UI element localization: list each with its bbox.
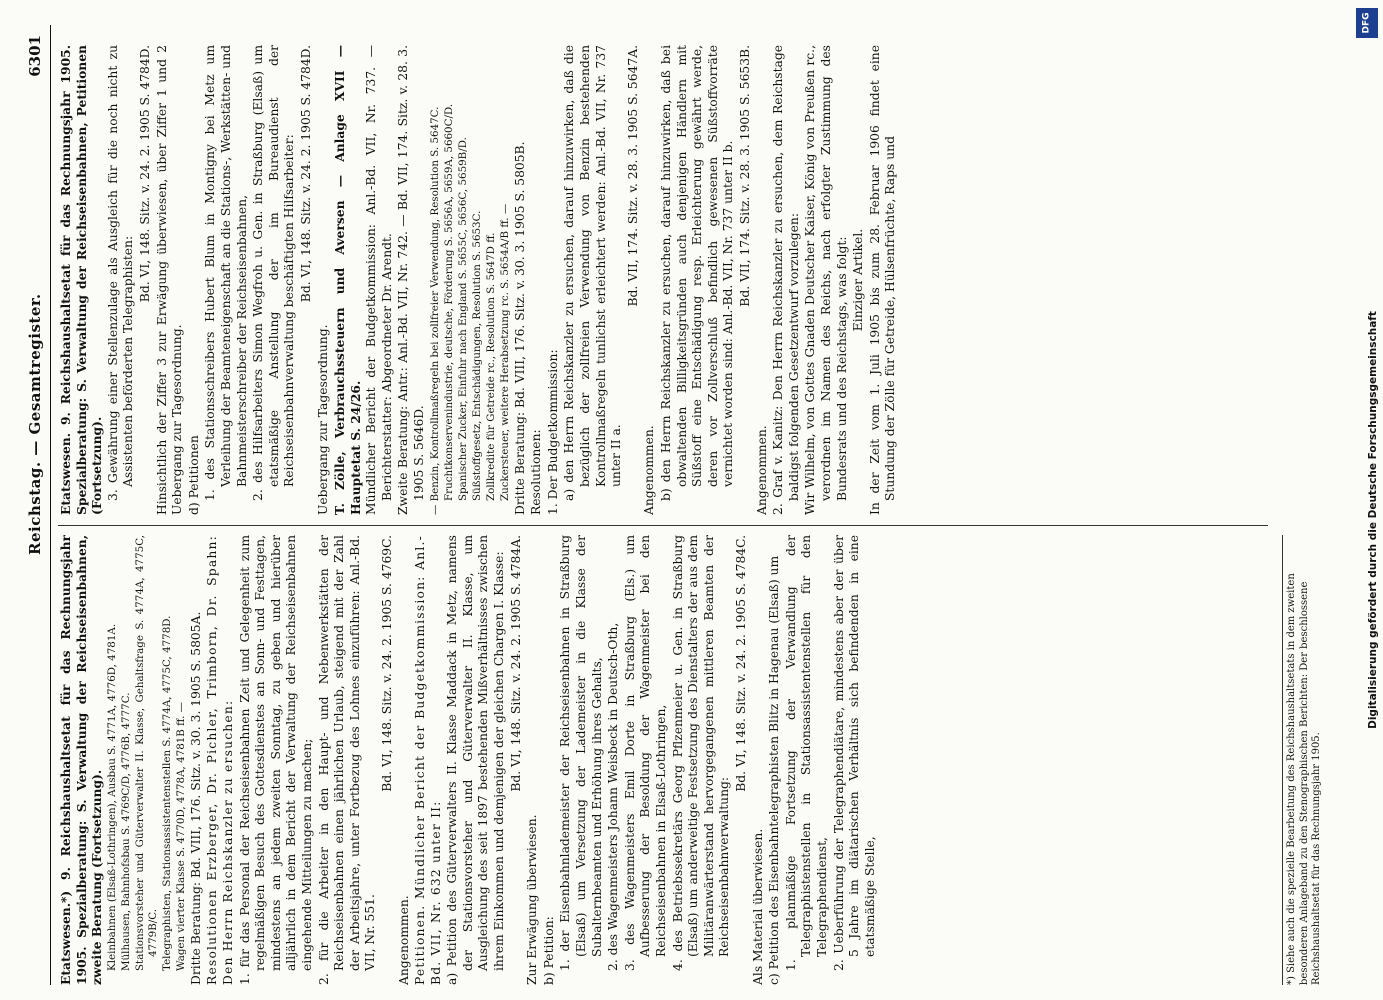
header-rule bbox=[50, 25, 51, 985]
resolutions-heading: Resolutionen: bbox=[529, 429, 544, 515]
petition-item: a) Petition des Güterverwalters II. Klasse Maddack in Metz, namens der Stationsvorsteher und Güterverwalter II. Klasse, um Ausgleichung des seit 1897 bestehenden Mißverhältnisses zwischen ihrem Einkommen und demjenigen der gleichen Chargen I. Klasse: bbox=[445, 535, 507, 985]
right-column bbox=[58, 45, 1278, 515]
subentry: Fruchtkonservenindustrie, deutsche, Förderung S. 5656A, 5659A, 5660C/D. bbox=[442, 103, 455, 501]
draft-law-text: In der Zeit vom 1. Juli 1905 bis zum 28. Februar 1906 findet eine Stundung der Zölle für Getreide, Hülsenfrüchte, Raps und bbox=[867, 45, 898, 515]
outcome: Angenommen. bbox=[396, 895, 411, 985]
resolution-subitem: a) den Herrn Reichskanzler zu ersuchen, darauf hinzuwirken, daß die bezüglich der zollfreien Verwendung von Benzin bestehenden Kontrollmaßregeln tunlichst erleichtert werden: Anl.-Bd. VII, Nr. 737 unter II a. bbox=[562, 45, 624, 501]
dfg-logo: DFG bbox=[1356, 8, 1378, 38]
running-title: Reichstag. — Gesamtregister. bbox=[26, 293, 44, 555]
running-head bbox=[20, 25, 50, 985]
column-divider bbox=[58, 525, 1268, 526]
subentry: Zollkredite für Getreide rc., Resolution S. 5647D ff. bbox=[484, 232, 497, 501]
petition-subitem: 1. planmäßige Fortsetzung der Verwandlung der Telegraphistenstellen in Stationsassistentenstellen für den Telegraphendienst, bbox=[783, 535, 829, 971]
subentry: Wagen vierter Klasse S. 4770D, 4778A, 4781B ff. — bbox=[174, 702, 187, 971]
session-reference: Bd. VI, 148. Sitz. v. 24. 2. 1905 S. 4784D. bbox=[298, 45, 313, 303]
subentry: — Benzin, Kontrollmaßregeln bei zollfreier Verwendung, Resolution S. 5647C. bbox=[428, 106, 441, 515]
petition-subitem: 3. des Wagenmeisters Emil Dorte in Straßburg (Els.) um Aufbesserung der Besoldung der Wagenmeister bei den Reichseisenbahnen in Elsaß-Lothringen, bbox=[622, 535, 668, 971]
outcome: Angenommen. bbox=[642, 425, 657, 515]
draft-law-preamble: Wir Wilhelm, von Gottes Gnaden Deutscher Kaiser, König von Preußen rc., verordnen im Namen des Reichs, nach erfolgter Zustimmung des Bundesrats und des Reichstags, was folgt: bbox=[803, 45, 849, 515]
outcome: Zur Erwägung überwiesen. bbox=[525, 814, 540, 985]
session-reference: Bd. VI, 148. Sitz. v. 24. 2. 1905 S. 4769C. bbox=[379, 535, 394, 792]
session-reference: Bd. VI, 148. Sitz. v. 24. 2. 1905 S. 4784D. bbox=[137, 45, 152, 303]
section-heading: T. Zölle, Verbrauchssteuern und Aversen — Anlage XVII — Hauptetat S. 24/26. bbox=[332, 45, 363, 515]
subentry: Mülhausen, Bahnhofsbau S. 4769C/D, 4776B, 4777C. bbox=[119, 692, 132, 971]
petition-item: d) Petitionen bbox=[186, 435, 201, 515]
resolution-item: 1. für das Personal der Reichseisenbahnen Zeit und Gelegenheit zum regelmäßigen Besuch des Gottesdienstes an Sonn- und Festtagen, mindestens an jedem zweiten Sonntag, zu geben und hierüber alljährlich in dem Bericht der Verwaltung der Reichseisenbahnen eingehende Mitteilungen zu machen; bbox=[237, 535, 314, 985]
left-column bbox=[58, 535, 1278, 985]
reading-reference: Dritte Beratung: Bd. VIII, 176. Sitz. v. 30. 3. 1905 S. 5805B. bbox=[512, 141, 527, 515]
petition-subitem: 2. des Wagenmeisters Johann Weisbeck in Deutsch-Oth, bbox=[606, 622, 621, 971]
petition-item: c) Petition des Eisenbahntelegraphisten Blitz in Hagenau (Elsaß) um bbox=[767, 555, 782, 985]
petition-subitem: 3. Gewährung einer Stellenzulage als Ausgleich für die noch nicht zu Assistenten beförderten Telegraphisten: bbox=[105, 45, 136, 501]
outcome: Angenommen. bbox=[754, 425, 769, 515]
petitions-heading: Petitionen. Mündlicher Bericht der Budgetkommission: Anl.-Bd. VII, Nr. 632 unter II: bbox=[413, 535, 443, 985]
resolution-item: 2. für die Arbeiter in den Haupt- und Nebenwerkstätten der Reichseisenbahnen einen jährlichen Urlaub, steigend mit der Zahl der Arbeitsjahre, unter Fortbezug des Lohnes einzuführen: Anl.-Bd. VII, Nr. 551. bbox=[316, 535, 378, 985]
session-reference: Bd. VI, 148. Sitz. v. 24. 2. 1905 S. 4784A. bbox=[508, 535, 523, 792]
subentry: Telegraphisten, Stationsassistentenstellen S. 4774A, 4775C, 4778D. bbox=[160, 615, 173, 971]
petition-subitem: 4. des Betriebssekretärs Georg Pflzenmeier u. Gen. in Straßburg (Elsaß) um anderweitige Festsetzung des Dienstalters der aus dem Militäranwärterstand hervorgegangenen mittleren Beamten der Reichseisenbahnverwaltung: bbox=[670, 535, 732, 971]
digitization-note: Digitalisierung gefördert durch die Deutsche Forschungsgemeinschaft bbox=[1367, 311, 1379, 729]
petition-subitem: 2. Ueberführung der Telegraphendiätare, mindestens aber der über 5 Jahre im diätarischen Verhältnis sich befindenden in eine etatsmäßige Stelle, bbox=[831, 535, 877, 971]
rotated-page-content bbox=[20, 25, 1330, 985]
outcome: Uebergang zur Tagesordnung. bbox=[315, 324, 330, 515]
draft-law-article-title: Einziger Artikel. bbox=[851, 228, 866, 332]
page-number: 6301 bbox=[26, 35, 44, 77]
subentry: Kleinbahnen (Elsaß-Lothringen), Ausbau S. 4771A, 4776D, 4781A. bbox=[105, 623, 118, 971]
reading-reference: Dritte Beratung: Bd. VIII, 176. Sitz. v. 30. 3. 1905 S. 5805A. bbox=[188, 611, 203, 985]
outcome: Hinsichtlich der Ziffer 3 zur Erwägung überwiesen, über Ziffer 1 und 2 Uebergang zur Tagesordnung. bbox=[154, 45, 185, 515]
session-reference: Bd. VII, 174. Sitz. v. 28. 3. 1905 S. 5653B. bbox=[737, 45, 752, 307]
petition-subitem: 1. des Stationsschreibers Hubert Blum in Montigny bei Metz um Verleihung der Beamteneigenschaft an die Stations-, Werkstätten- und Bahnmeisterschreiber der Reichseisenbahnen, bbox=[203, 45, 249, 501]
session-reference: Bd. VI, 148. Sitz. v. 24. 2. 1905 S. 4784C. bbox=[733, 535, 748, 792]
entry-heading: Etatswesen.*) 9. Reichshaushaltsetat für das Rechnungsjahr 1905. Spezialberatung: S. Verwaltung der Reichseisenbahnen, zweite Beratung (Fortsetzung). bbox=[58, 535, 105, 985]
petition-subitem: 2. des Hilfsarbeiters Simon Wegfroh u. Gen. in Straßburg (Elsaß) um etatsmäßige Anstellung der im Bureaudienst der Reichseisenbahnverwaltung beschäftigten Hilfsarbeiter: bbox=[251, 45, 297, 501]
reading-reference: Zweite Beratung: Antr.: Anl.-Bd. VII, Nr. 742. — Bd. VII, 174. Sitz. v. 28. 3. 1905 S. 5646D. bbox=[396, 45, 427, 515]
outcome: Als Material überwiesen. bbox=[750, 828, 765, 985]
session-reference: Bd. VII, 174. Sitz. v. 28. 3. 1905 S. 5647A. bbox=[625, 45, 640, 307]
resolution-item: 1. Der Budgetkommission: bbox=[545, 349, 560, 515]
resolution-intro: Resolutionen Erzberger, Dr. Pichler, Trimborn, Dr. Spahn: Den Herrn Reichskanzler zu ersuchen: bbox=[205, 535, 235, 985]
entry-heading: Etatswesen. 9. Reichshaushaltsetat für das Rechnungsjahr 1905. Spezialberatung: S. Verwaltung der Reichseisenbahnen, Petitionen (Fortsetzung). bbox=[58, 45, 105, 515]
petition-item: b) Petition: bbox=[541, 916, 556, 985]
subentry: Zuckersteuer, weitere Herabsetzung rc. S. 5654A/B ff. — bbox=[498, 203, 511, 501]
resolution-subitem: b) den Herrn Reichskanzler zu ersuchen, darauf hinzuwirken, daß bei obwaltenden Billigkeitsgründen auch denjenigen Händlern mit Süßstoff eine Entschädigung resp. Erleichterung gewährt werde, deren vor Zollverschluß befindlich gewesenen Süßstoffvorräte vernichtet worden sind: Anl.-Bd. VII, Nr. 737 unter II b. bbox=[659, 45, 736, 501]
resolution-item: 2. Graf v. Kanitz: Den Herrn Reichskanzler zu ersuchen, dem Reichstage baldigst folgenden Gesetzentwurf vorzulegen: bbox=[771, 45, 801, 515]
footnote: *) Siehe auch die spezielle Bearbeitung des Reichshaushaltsetats in dem zweiten besonderen Anlageband zu den Stenographischen Berichten: Der beschlossene Reichshaushaltsetat für das Rechnungsjahr 1905. bbox=[1282, 535, 1324, 985]
committee-report: Mündlicher Bericht der Budgetkommission: Anl.-Bd. VII, Nr. 737. — Berichterstatter: Abgeordneter Dr. Arendt. bbox=[364, 45, 394, 515]
subentry: Süßstoffgesetz, Entschädigungen, Resolution S. 5653C. bbox=[470, 210, 483, 501]
subentry: Spanischer Zucker, Einfuhr nach England S. 5655C, 5656C, 5659B/D. bbox=[456, 137, 469, 501]
subentry: Stationsvorsteher und Güterverwalter II. Klasse, Gehaltsfrage S. 4774A, 4775C, 4779B/C. bbox=[133, 535, 159, 971]
petition-subitem: 1. der Eisenbahnlademeister der Reichseisenbahnen in Straßburg (Elsaß) um Versetzung der Lademeister in die Klasse der Subalternbeamten und Erhöhung ihres Gehalts, bbox=[558, 535, 604, 971]
